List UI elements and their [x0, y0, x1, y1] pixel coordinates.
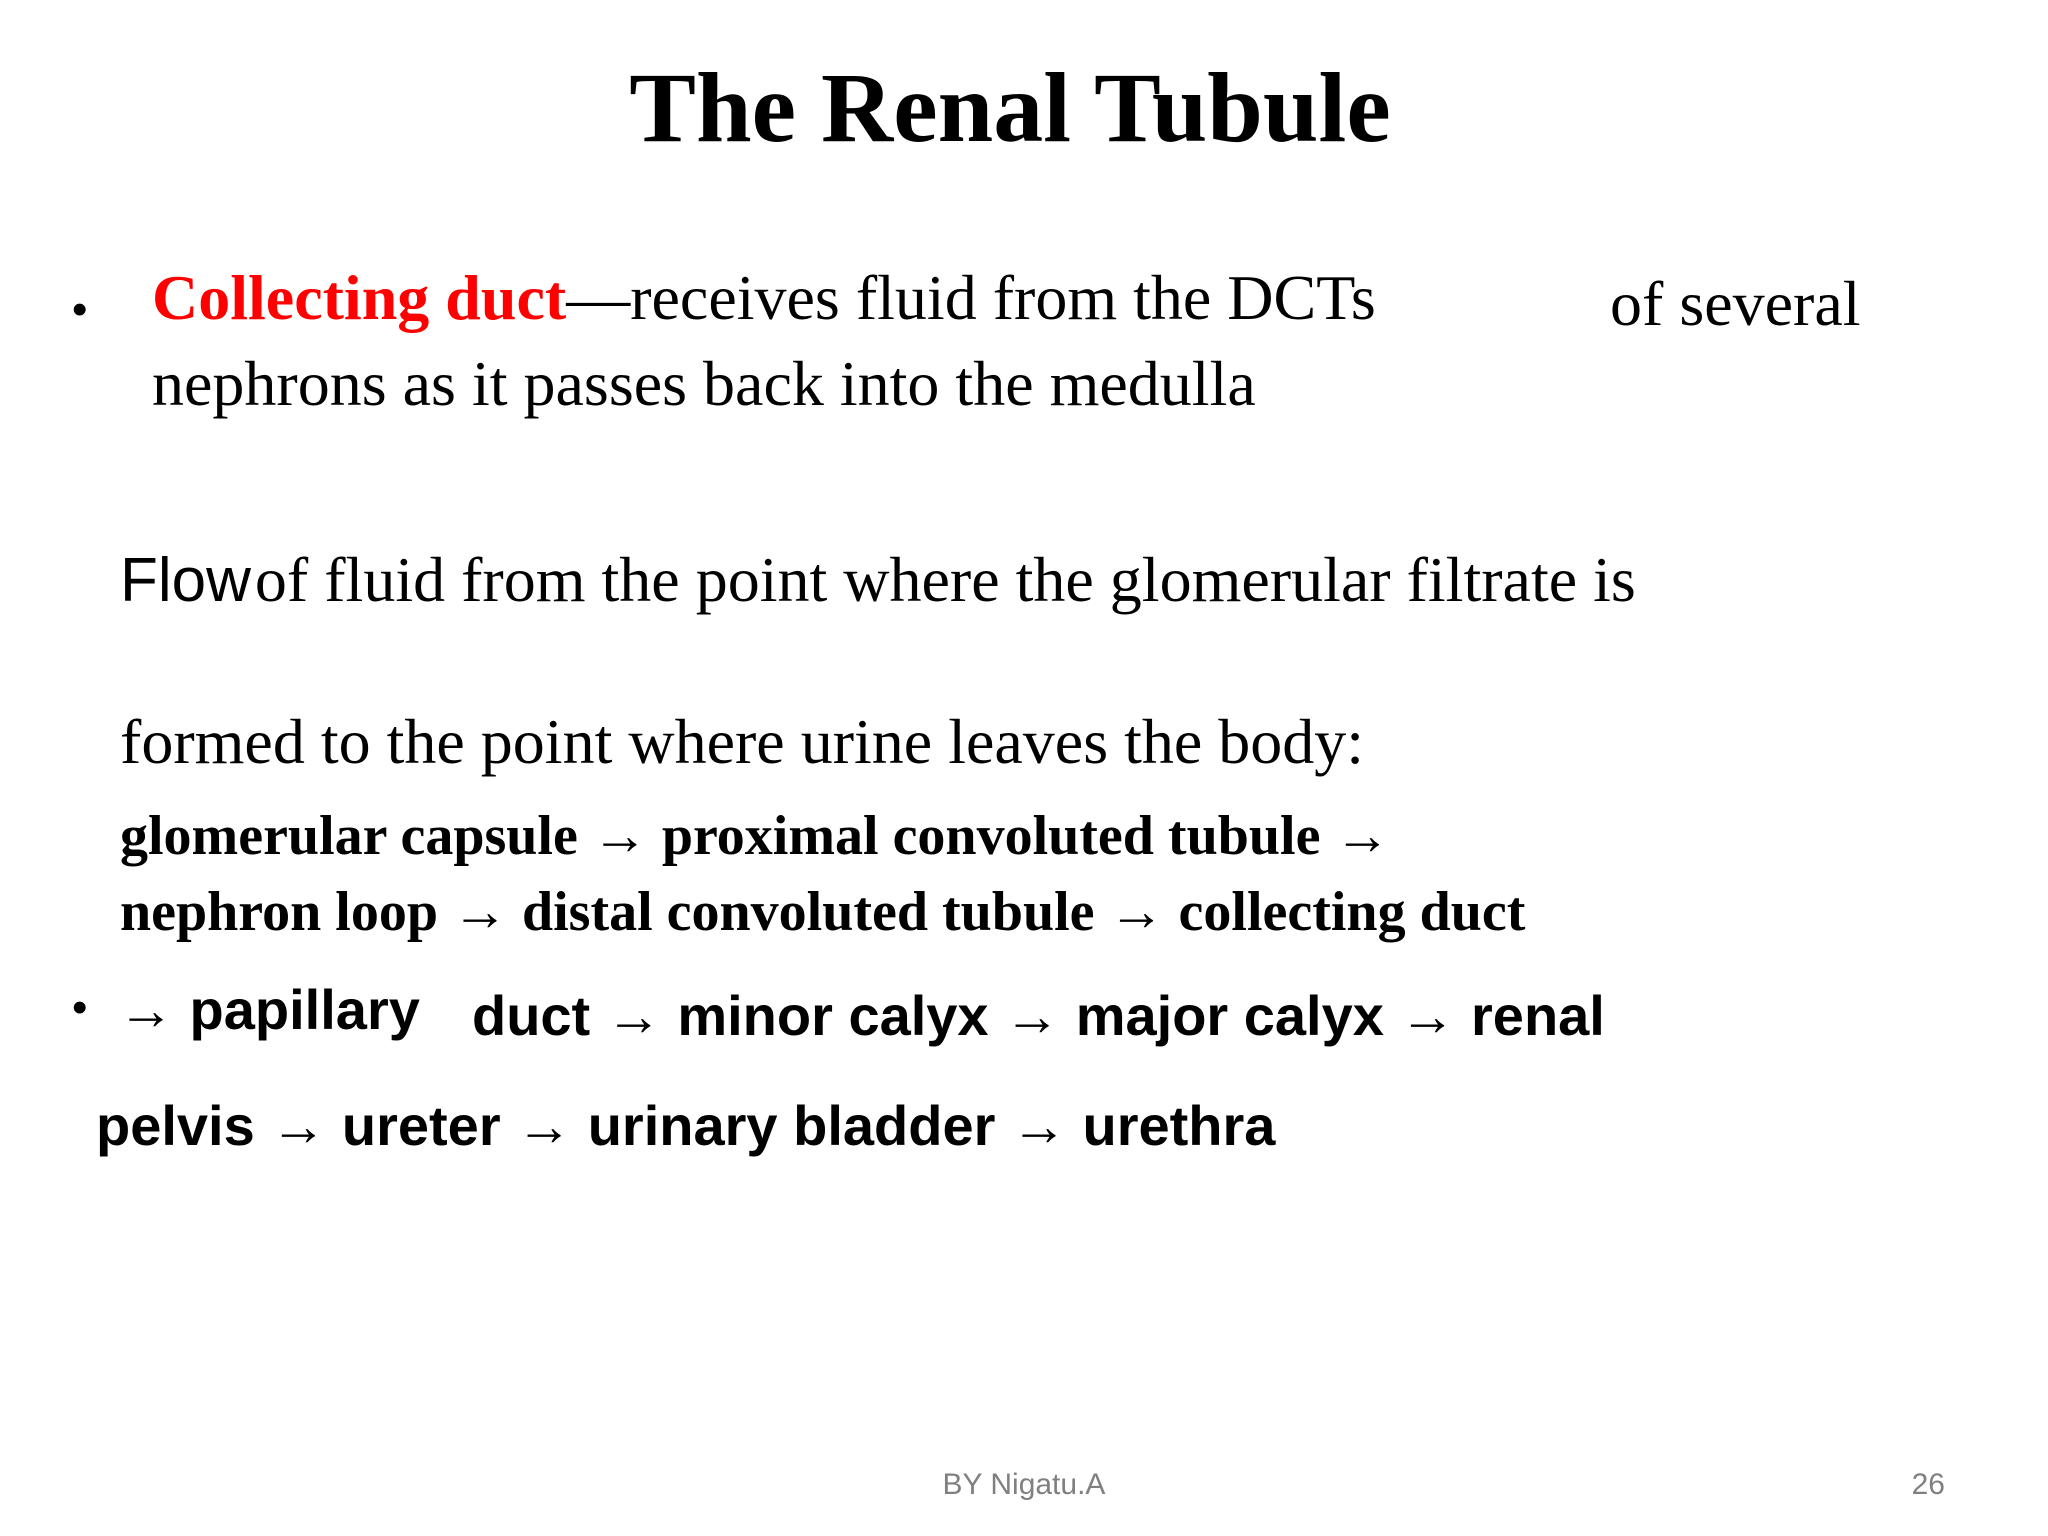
flow-line-2: formed to the point where urine leaves the body:: [120, 706, 1365, 777]
collecting-duct-line-1-tail: of several: [1610, 268, 1861, 339]
papillary-duct-line-part-1: → papillary: [118, 978, 420, 1041]
slide-page-number: 26: [1911, 1468, 1945, 1501]
footer-author: BY Nigatu.A: [942, 1468, 1106, 1501]
papillary-duct-line-part-2: duct → minor calyx → major calyx → renal: [472, 984, 1605, 1047]
bullet-marker-2: •: [72, 983, 88, 1032]
flow-line-4: nephron loop → distal convoluted tubule → collecting duct: [120, 881, 1526, 943]
flow-line-1: [120, 544, 1636, 615]
flow-line-3: glomerular capsule → proximal convoluted tubule →: [120, 805, 1391, 867]
pelvis-to-urethra-line: pelvis → ureter → urinary bladder → urethra: [96, 1094, 1276, 1157]
flow-line-1-text: of fluid from the point where the glomerular filtrate is: [254, 544, 1636, 615]
slide-title: The Renal Tubule: [629, 52, 1391, 163]
flow-lead-word: Flow: [120, 546, 251, 615]
bullet-marker-1: •: [72, 285, 88, 334]
collecting-duct-definition-start: —receives fluid from the DCTs: [566, 262, 1376, 333]
collecting-duct-line-1: [152, 262, 1376, 333]
collecting-duct-line-2: nephrons as it passes back into the medulla: [152, 348, 1256, 419]
collecting-duct-term: Collecting duct: [152, 262, 567, 333]
